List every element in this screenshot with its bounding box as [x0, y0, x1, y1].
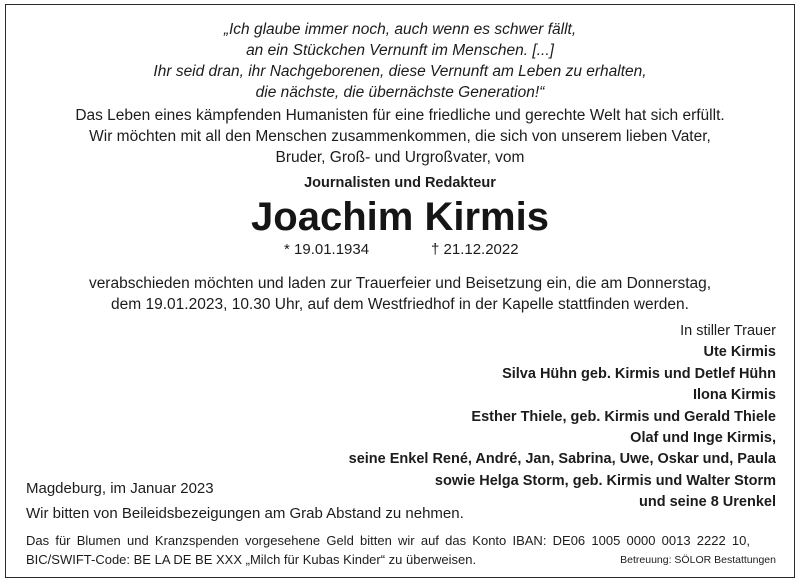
mourner-name: Ilona Kirmis — [693, 387, 776, 404]
intro-paragraph — [6, 105, 794, 168]
mourners-header: In stiller Trauer — [680, 323, 776, 339]
mourner-name: Silva Hühn geb. Kirmis und Detlef Hühn — [502, 365, 776, 382]
invitation-paragraph — [6, 273, 794, 315]
mourner-name: und seine 8 Urenkel — [639, 494, 776, 511]
invitation-line: dem 19.01.2023, 10.30 Uhr, auf dem Westfriedhof in der Kapelle stattfinden werden. — [111, 296, 689, 313]
condolence-request: Wir bitten von Beileidsbezeigungen am Grab Abstand zu nehmen. — [26, 505, 464, 522]
mourner-name: seine Enkel René, André, Jan, Sabrina, Uwe, Oskar und, Paula — [348, 451, 776, 468]
intro-line: Bruder, Groß- und Urgroßvater, vom — [275, 149, 525, 166]
mourner-name: Esther Thiele, geb. Kirmis und Gerald Thiele — [471, 408, 776, 425]
mourner-name: Ute Kirmis — [703, 344, 776, 361]
birth-date: * 19.01.1934 — [284, 241, 370, 258]
intro-line: Wir möchten mit all den Menschen zusammenkommen, die sich von unserem lieben Vater, — [89, 128, 711, 145]
mourners-list — [349, 321, 776, 514]
quote-line: an ein Stückchen Vernunft im Menschen. [...] — [246, 42, 554, 59]
place-and-date: Magdeburg, im Januar 2023 — [26, 480, 214, 497]
quote-line: „Ich glaube immer noch, auch wenn es schwer fällt, — [223, 21, 577, 38]
donation-line: Das für Blumen und Kranzspenden vorgesehene Geld bitten wir auf das Konto IBAN: DE06 1005 0000 0013 2222 10, — [26, 533, 750, 548]
deceased-profession: Journalisten und Redakteur — [304, 175, 496, 191]
quote-line: Ihr seid dran, ihr Nachgeborenen, diese Vernunft am Leben zu erhalten, — [153, 63, 647, 80]
intro-line: Das Leben eines kämpfenden Humanisten für eine friedliche und gerechte Welt hat sich erfüllt. — [75, 107, 725, 124]
funeral-home-credit: Betreuung: SÖLOR Bestattungen — [620, 554, 776, 566]
deceased-name: Joachim Kirmis — [251, 195, 549, 239]
mourner-name: sowie Helga Storm, geb. Kirmis und Walter Storm — [434, 472, 776, 489]
quote-line: die nächste, die übernächste Generation!“ — [255, 84, 545, 101]
obituary-notice — [5, 4, 795, 578]
donation-line: BIC/SWIFT-Code: BE LA DE BE XXX „Milch für Kubas Kinder“ zu überweisen. — [26, 552, 477, 567]
invitation-line: verabschieden möchten und laden zur Trauerfeier und Beisetzung ein, die am Donnerstag, — [88, 275, 712, 292]
epigraph-quote — [6, 19, 794, 103]
death-date: † 21.12.2022 — [431, 241, 519, 258]
mourner-name: Olaf und Inge Kirmis, — [630, 430, 776, 447]
